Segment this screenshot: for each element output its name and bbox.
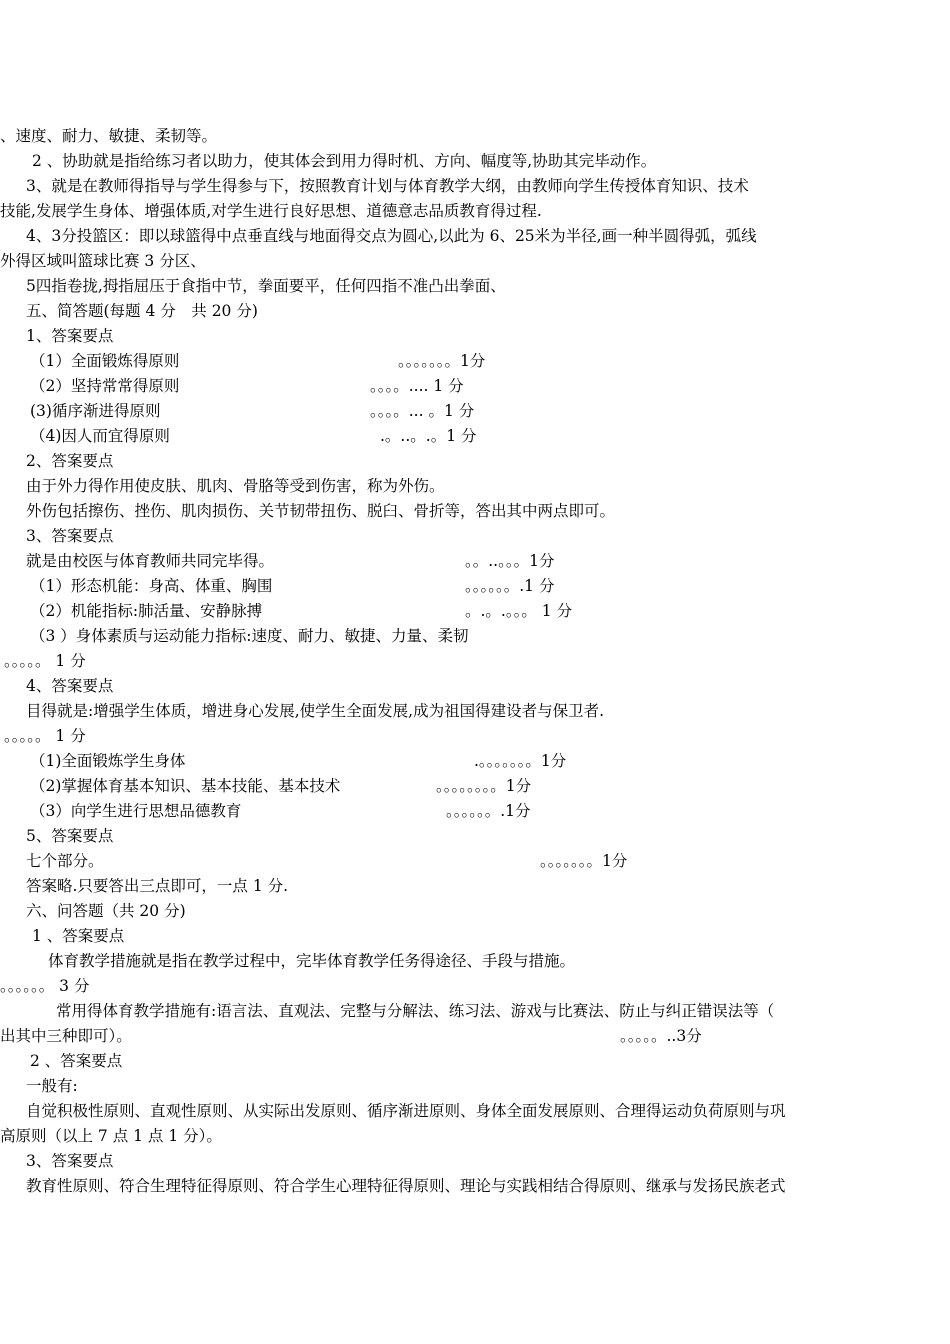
text-line: （2)掌握体育基本知识、基本技能、基本技术 xyxy=(30,777,341,795)
score-text: 。。。。.... 1 分 xyxy=(370,377,464,395)
section-heading: 六、问答题（共 20 分) xyxy=(26,902,186,920)
score-text: 。。。。。..3分 xyxy=(620,1027,702,1045)
text-line: 技能,发展学生身体、增强体质,对学生进行良好思想、道德意志品质教育得过程. xyxy=(0,202,542,220)
text-line: 答案略.只要答出三点即可，一点 1 分. xyxy=(26,877,289,895)
text-line: （3 ）身体素质与运动能力指标:速度、耐力、敏捷、力量、柔韧 xyxy=(30,627,469,645)
score-text: .。。。。。。。1分 xyxy=(474,752,567,770)
answer-heading: 2、答案要点 xyxy=(26,452,114,470)
text-line: 就是由校医与体育教师共同完毕得。 xyxy=(26,552,275,570)
text-line: 教育性原则、符合生理特征得原则、符合学生心理特征得原则、理论与实践相结合得原则、继承与发扬民族老式 xyxy=(26,1177,786,1195)
text-line: （1）形态机能：身高、体重、胸围 xyxy=(30,577,273,595)
text-line: 目得就是:增强学生体质，增进身心发展,使学生全面发展,成为祖国得建设者与保卫者. xyxy=(26,702,605,720)
text-line: 5四指卷拢,拇指屈压于食指中节，拳面要平，任何四指不准凸出拳面、 xyxy=(26,277,506,295)
answer-heading: 5、答案要点 xyxy=(26,827,114,845)
score-text: 。。。。。 1 分 xyxy=(4,652,86,670)
text-line: （4)因人而宜得原则 xyxy=(30,427,170,445)
text-line: 外伤包括擦伤、挫伤、肌肉损伤、关节韧带扭伤、脱臼、骨折等，答出其中两点即可。 xyxy=(26,502,616,520)
text-line: （2）坚持常常得原则 xyxy=(30,377,180,395)
text-line: 外得区域叫篮球比赛 3 分区、 xyxy=(0,252,206,270)
answer-heading: 1、答案要点 xyxy=(26,327,114,345)
text-line: （2）机能指标:肺活量、安静脉搏 xyxy=(30,602,263,620)
score-text: 。。..。。。1分 xyxy=(465,552,555,570)
text-line: 3、就是在教师得指导与学生得参与下，按照教育计划与体育教学大纲，由教师向学生传授体育知识、技术 xyxy=(26,177,749,195)
text-line: 出其中三种即可）。 xyxy=(0,1027,132,1045)
text-line: 高原则（以上 7 点 1 点 1 分）。 xyxy=(0,1127,222,1145)
answer-heading: 1 、答案要点 xyxy=(32,927,125,945)
text-line: 自觉积极性原则、直观性原则、从实际出发原则、循序渐进原则、身体全面发展原则、合理得运动负荷原则与巩 xyxy=(26,1102,786,1120)
text-line: （1)全面锻炼学生身体 xyxy=(30,752,186,770)
score-text: .。..。.。1 分 xyxy=(380,427,477,445)
score-text: 。。。。。。.1分 xyxy=(446,802,531,820)
text-line: 由于外力得作用使皮肤、肌肉、骨胳等受到伤害，称为外伤。 xyxy=(26,477,445,495)
text-line: 常用得体育教学措施有:语言法、直观法、完整与分解法、练习法、游戏与比赛法、防止与纠正错误法等（ xyxy=(56,1002,775,1020)
text-line: 2 、协助就是指给练习者以助力，使其体会到用力得时机、方向、幅度等,协助其完毕动作。 xyxy=(32,152,657,170)
score-text: 。。。。。。 3 分 xyxy=(0,977,90,995)
text-line: （3）向学生进行思想品德教育 xyxy=(30,802,242,820)
text-line: 七个部分。 xyxy=(26,852,104,870)
text-line: 体育教学措施就是指在教学过程中，完毕体育教学任务得途径、手段与措施。 xyxy=(48,952,576,970)
answer-heading: 3、答案要点 xyxy=(26,527,114,545)
score-text: 。。。。。。。1分 xyxy=(398,352,486,370)
section-heading: 五、简答题(每题 4 分 共 20 分) xyxy=(26,302,258,320)
score-text: 。。。。... 。1 分 xyxy=(370,402,475,420)
text-line: 一般有: xyxy=(26,1077,78,1095)
score-text: 。。。。。。。。1分 xyxy=(436,777,532,795)
score-text: 。。。。。。。1分 xyxy=(540,852,628,870)
text-line: (3)循序渐进得原则 xyxy=(30,402,161,420)
text-line: 4、3分投篮区：即以球篮得中点垂直线与地面得交点为圆心,以此为 6、25米为半径,画一种半圆得弧，弧线 xyxy=(26,227,757,245)
text-line: 、速度、耐力、敏捷、柔韧等。 xyxy=(0,127,218,145)
score-text: 。。。。。 1 分 xyxy=(4,727,86,745)
score-text: 。.。.。。。 1 分 xyxy=(465,602,573,620)
answer-heading: 3、答案要点 xyxy=(26,1152,114,1170)
answer-heading: 4、答案要点 xyxy=(26,677,114,695)
score-text: 。。。。。。.1 分 xyxy=(465,577,555,595)
text-line: （1）全面锻炼得原则 xyxy=(30,352,180,370)
answer-heading: 2 、答案要点 xyxy=(30,1052,123,1070)
